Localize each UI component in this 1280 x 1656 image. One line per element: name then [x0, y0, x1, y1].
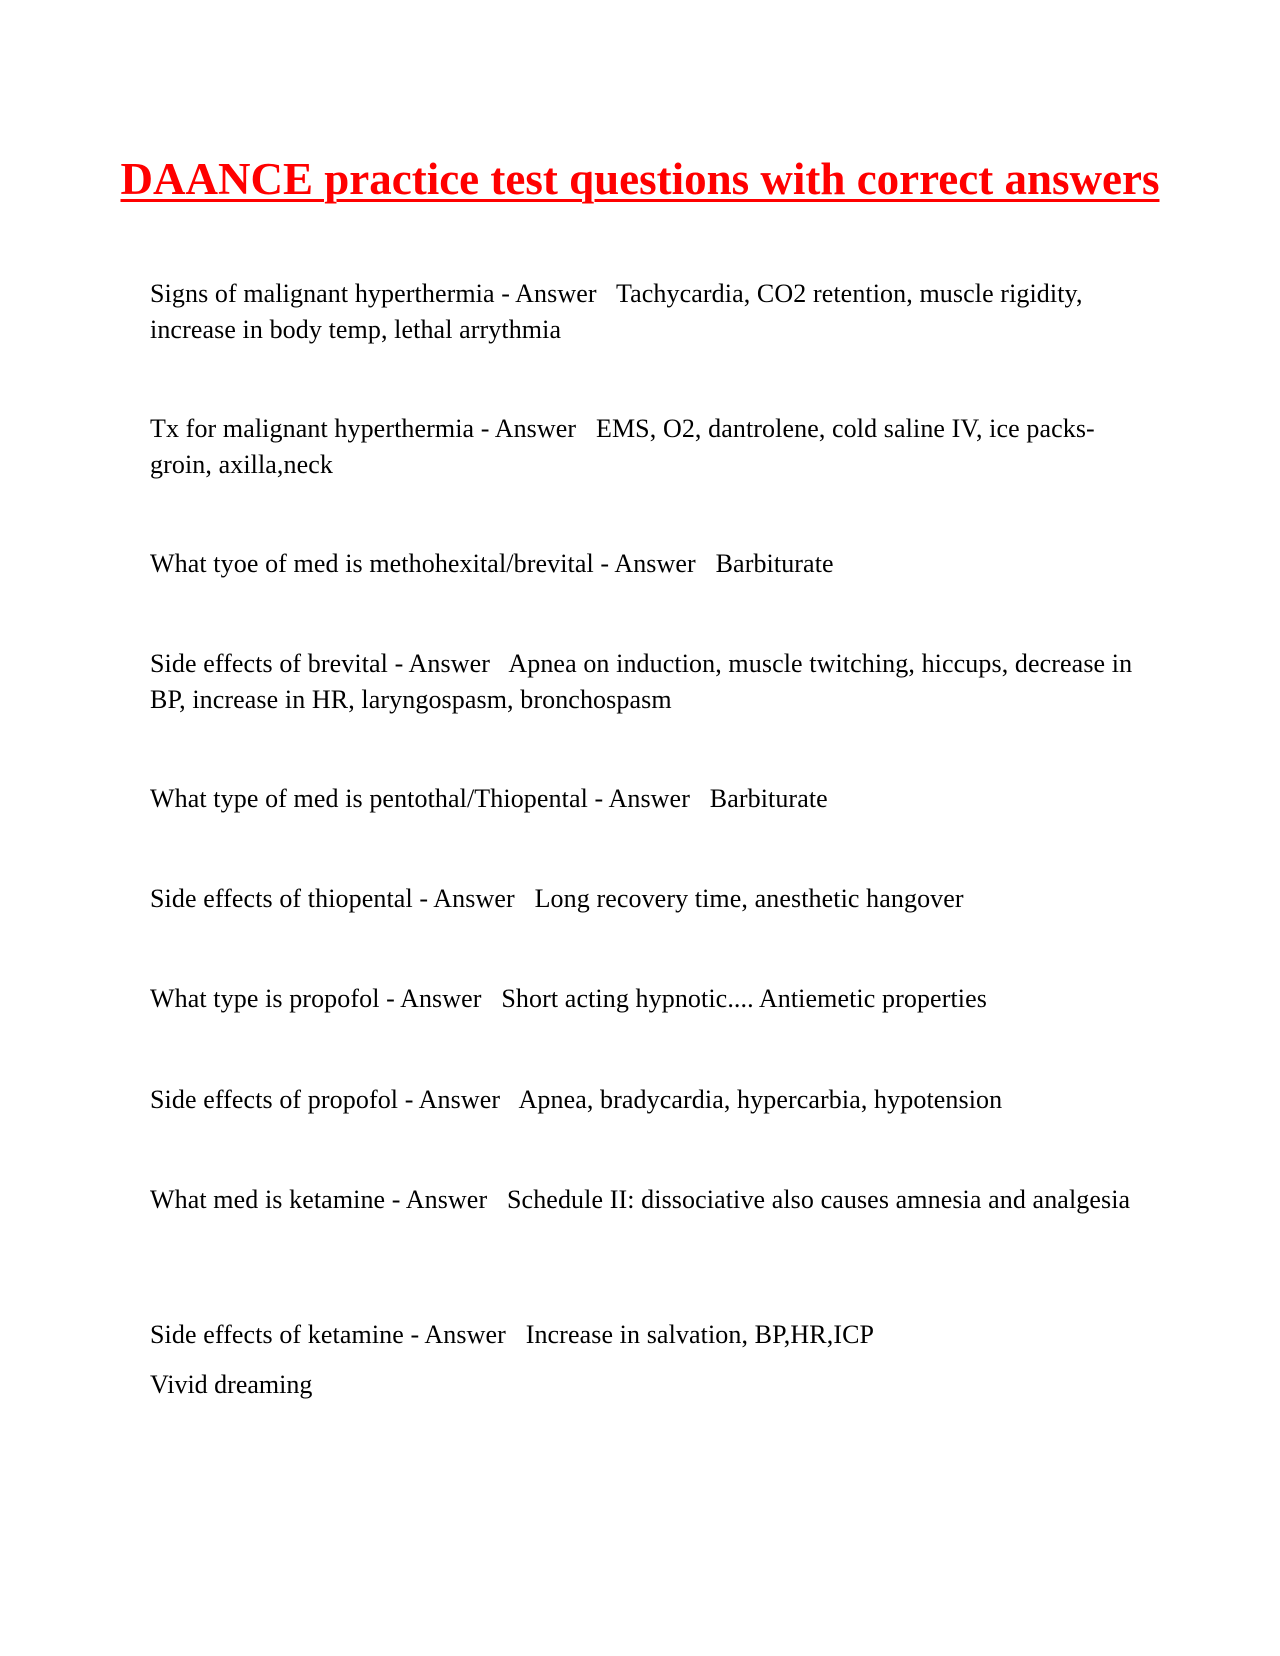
- question-text: Side effects of thiopental: [150, 884, 413, 913]
- answer-text: Increase in salvation, BP,HR,ICP: [525, 1320, 875, 1349]
- answer-text: EMS, O2, dantrolene, cold saline IV, ice packs-groin, axilla,neck: [150, 414, 1095, 479]
- answer-text: Barbiturate: [709, 784, 828, 813]
- qa-item-2: [150, 411, 1150, 483]
- answer-separator: - Answer: [388, 649, 509, 678]
- qa-item-10-extra-line: Vivid dreaming: [150, 1370, 313, 1399]
- qa-item-6: [150, 881, 1150, 917]
- answer-text: Barbiturate: [715, 549, 834, 578]
- answer-text: Schedule II: dissociative also causes amnesia and analgesia: [507, 1185, 1131, 1214]
- answer-text: Long recovery time, anesthetic hangover: [534, 884, 964, 913]
- qa-item-10: [150, 1317, 1150, 1353]
- question-text: Side effects of ketamine: [150, 1320, 404, 1349]
- qa-item-1: [150, 276, 1150, 348]
- answer-separator: - Answer: [412, 884, 535, 913]
- question-text: What type is propofol: [150, 984, 380, 1013]
- answer-separator: - Answer: [379, 984, 502, 1013]
- answer-separator: - Answer: [593, 549, 716, 578]
- answer-text: Apnea, bradycardia, hypercarbia, hypotension: [518, 1085, 1003, 1114]
- qa-item-3: [150, 546, 1150, 582]
- answer-separator: - Answer: [403, 1320, 526, 1349]
- question-text: What med is ketamine: [150, 1185, 386, 1214]
- question-text: Signs of malignant hyperthermia: [150, 279, 495, 308]
- answer-text: Apnea on induction, muscle twitching, hiccups, decrease in BP, increase in HR, laryngospasm, bronchospasm: [150, 649, 1133, 714]
- answer-separator: - Answer: [494, 279, 616, 308]
- answer-text: Short acting hypnotic.... Antiemetic properties: [501, 984, 987, 1013]
- qa-item-5: [150, 781, 1150, 817]
- qa-item-9: [150, 1182, 1150, 1218]
- question-text: What type of med is pentothal/Thiopental: [150, 784, 588, 813]
- answer-separator: - Answer: [587, 784, 710, 813]
- answer-separator: - Answer: [474, 414, 596, 443]
- document-title: DAANCE practice test questions with correct answers: [120, 154, 1160, 204]
- question-text: Side effects of propofol: [150, 1085, 399, 1114]
- question-text: Tx for malignant hyperthermia: [150, 414, 475, 443]
- qa-item-7: [150, 981, 1150, 1017]
- answer-separator: - Answer: [385, 1185, 507, 1214]
- question-text: What tyoe of med is methohexital/brevital: [150, 549, 594, 578]
- answer-separator: - Answer: [398, 1085, 519, 1114]
- qa-item-8: [150, 1082, 1150, 1118]
- question-text: Side effects of brevital: [150, 649, 388, 678]
- answer-text: Tachycardia, CO2 retention, muscle rigidity, increase in body temp, lethal arrythmia: [150, 279, 1083, 344]
- qa-item-4: [150, 646, 1150, 718]
